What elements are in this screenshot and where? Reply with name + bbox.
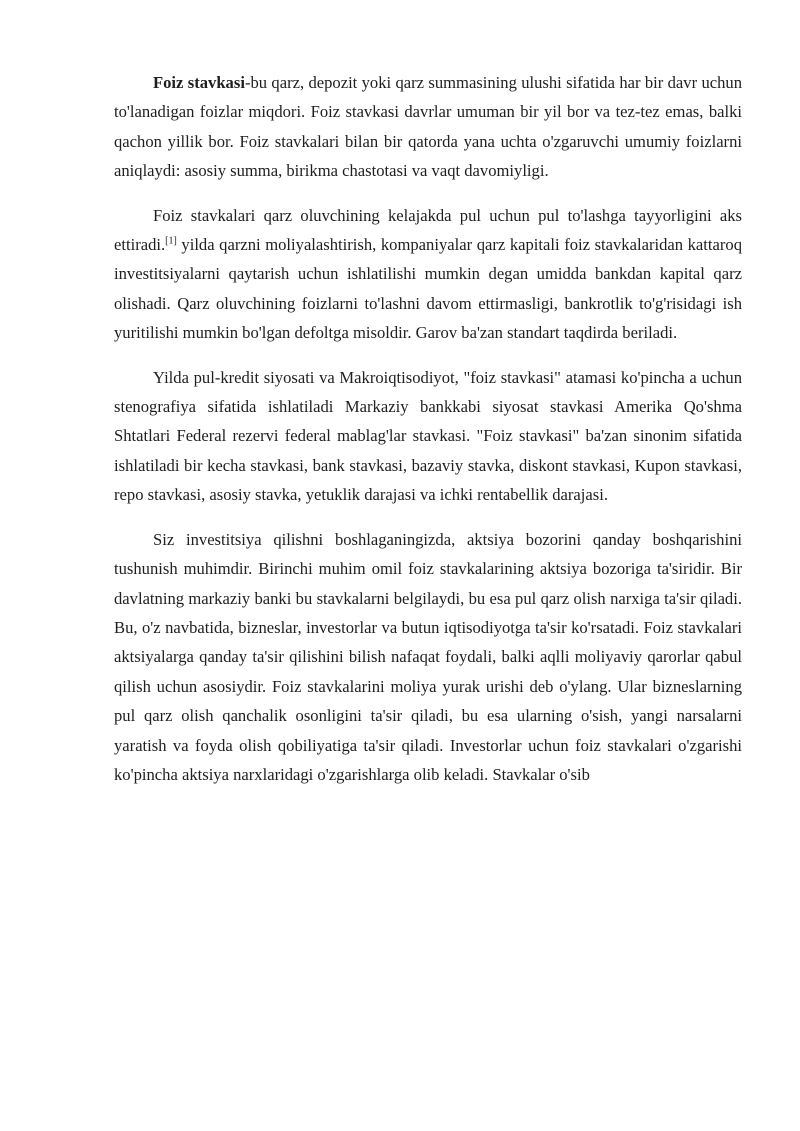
defined-term: Foiz stavkasi [153,73,245,92]
paragraph-definition [114,68,742,186]
paragraph-text: Yilda pul-kredit siyosati va Makroiqtisodiyot, "foiz stavkasi" atamasi ko'pincha a uchun stenografiya sifatida ishlatiladi Markaziy bankkabi siyosat stavkasi Amerika Qo'shma Shtatlari Federal rezervi federal mablag'lar stavkasi. "Foiz stavkasi" ba'zan sinonim sifatida ishlatiladi bir kecha stavkasi, bank stavkasi, bazaviy stavka, diskont stavkasi, Kupon stavkasi, repo stavkasi, asosiy stavka, yetuklik darajasi va ichki rentabellik darajasi. [114,367,742,505]
paragraph-text: -bu qarz, depozit yoki qarz summasining ulushi sifatida har bir davr uchun to'lanadigan foizlar miqdori. Foiz stavkasi davrlar umuman bir yil bor va tez-tez emas, balki qachon yillik bor. Foiz stavkalari bilan bir qatorda yana uchta o'zgaruvchi umumiy foizlarni aniqlaydi: asosiy summa, birikma chastotasi va vaqt davomiyligi. [114,73,743,181]
paragraph-monetary-policy [114,363,742,510]
paragraph-text: yilda qarzni moliyalashtirish, kompaniyalar qarz kapitali foiz stavkalaridan kattaroq investitsiyalarni qaytarish uchun ishlatilishi mumkin degan umidda bankdan kapital qarz olishadi. Qarz oluvchining foizlarni to'lashni davom ettirmasligi, bankrotlik to'g'risidagi ish yuritilishi mumkin bo'lgan defoltga misoldir. Garov ba'zan standart taqdirda beriladi. [114,235,742,343]
paragraph-borrower-willingness [114,201,742,348]
footnote-reference[interactable]: [1] [165,235,177,247]
document-body [114,68,742,804]
paragraph-text: Foiz stavkalari qarz oluvchining kelajakda pul uchun pul to'lashga tayyorligini aks ettiradi. [114,205,742,255]
paragraph-stock-market [114,525,742,790]
paragraph-text: Siz investitsiya qilishni boshlaganingizda, aktsiya bozorini qanday boshqarishini tushunish muhimdir. Birinchi muhim omil foiz stavkalarining aktsiya bozoriga ta'siridir. Bir davlatning markaziy banki bu stavkalarni belgilaydi, bu esa pul qarz olish narxiga ta'sir qiladi. Bu, o'z navbatida, bizneslar, investorlar va butun iqtisodiyotga ta'sir ko'rsatadi. Foiz stavkalari aktsiyalarga qanday ta'sir qilishini bilish nafaqat foydali, balki aqlli moliyaviy qarorlar qabul qilish uchun asosiydir. Foiz stavkalarini moliya yurak urishi deb o'ylang. Ular bizneslarning pul qarz olish qanchalik osonligini ta'sir qiladi, bu esa ularning o'sish, yangi narsalarni yaratish va foyda olish qobiliyatiga ta'sir qiladi. Investorlar uchun foiz stavkalari o'zgarishi ko'pincha aktsiya narxlaridagi o'zgarishlarga olib keladi. Stavkalar o'sib [114,529,742,784]
